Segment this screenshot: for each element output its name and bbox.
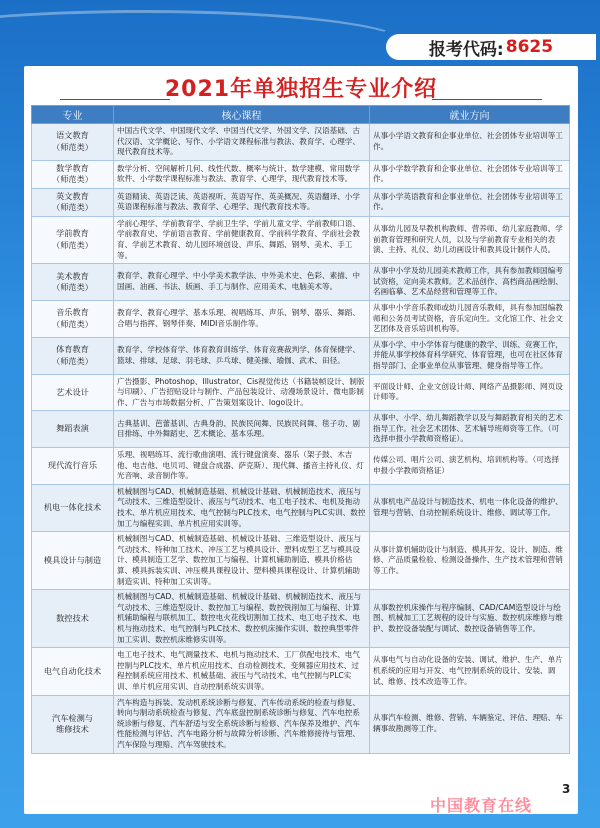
- cell-major: 音乐教育 （师范类）: [32, 300, 114, 337]
- column-header-career: 就业方向: [370, 106, 570, 124]
- table-row: [32, 448, 570, 485]
- majors-table: [31, 105, 570, 754]
- column-header-major: 专业: [32, 106, 114, 124]
- cell-courses: 教育学、教育心理学、基本乐理、视唱练耳、声乐、钢琴、器乐、舞蹈、合唱与指挥、钢琴伴奏、MIDI音乐制作等。: [114, 300, 370, 337]
- cell-major: 语文教育 （师范类）: [32, 124, 114, 161]
- cell-major: 机电一体化技术: [32, 484, 114, 531]
- cell-major: 学前教育 （师范类）: [32, 216, 114, 263]
- page-number: 3: [562, 782, 571, 796]
- cell-courses: 学前心理学、学前教育学、学前卫生学、学前儿童文学、学前教师口语、学前教育史、学前语言教育、学前健康教育、学前科学教育、学前社会教育、学前艺术教育、幼儿园环境创设、声乐、舞蹈、钢琴、美术、手工等。: [114, 216, 370, 263]
- cell-career: 从事数控机床操作与程序编制、CAD/CAM造型设计与绘图、机械加工工艺规程的设计与实施、数控机床维修与维护、数控设备装配与调试、数控设备销售等工作。: [370, 590, 570, 648]
- table-row: [32, 695, 570, 753]
- cell-major: 现代流行音乐: [32, 448, 114, 485]
- table-row: [32, 648, 570, 695]
- table-row: [32, 337, 570, 374]
- cell-career: 从事幼儿园及早教机构教师、营养师、幼儿家庭教师、学前教育管理和研究人员，以及与学前教育专业相关的表演、主持、礼仪、幼儿动画设计和教具设计制作人员。: [370, 216, 570, 263]
- cell-courses: 机械制图与CAD、机械制造基础、机械设计基础、三维造型设计、液压与气动技术、特种加工技术、冲压工艺与模具设计、塑料成型工艺与模具设计、模具制造工艺学、数控加工与编程、计算机辅助制造、模具价格估算、模具拆装实训、冲压模具课程设计、塑料模具课程设计、计算机辅助制造实训、特种加工实训等。: [114, 532, 370, 590]
- table-header-row: [32, 106, 570, 124]
- cell-career: 从事汽车检测、维修、营销、车辆鉴定、评估、理赔、车辆事故勘测等工作。: [370, 695, 570, 753]
- cell-courses: 机械制图与CAD、机械制造基础、机械设计基础、机械制造技术、液压与气动技术、三维造型设计、液压与气动技术、电工电子技术、电机及拖动技术、单片机应用技术、电气控制与PLC技术、电气控制与PLC实训、数控加工与编程实训、单片机应用实训等。: [114, 484, 370, 531]
- cell-major: 艺术设计: [32, 374, 114, 411]
- table-row: [32, 160, 570, 188]
- table-row: [32, 124, 570, 161]
- cell-major: 体育教育 （师范类）: [32, 337, 114, 374]
- cell-courses: 英语精读、英语泛读、英语视听、英语写作、英美概况、英语翻译、小学英语课程标准与教法、教育学、心理学、现代教育技术等。: [114, 188, 370, 216]
- cell-major: 电气自动化技术: [32, 648, 114, 695]
- cell-courses: 汽车构造与拆装、发动机系统诊断与修复、汽车传动系统的检查与修复、转向与制动系统检查与修复、汽车底盘控制系统诊断与修复、汽车电控系统诊断与修复、汽车舒适与安全系统诊断与检修、汽车保养及维护、汽车性能检测与评估、汽车电路分析与故障分析诊断、汽车维修接待与管理、汽车保险与理赔、汽车驾驶技术。: [114, 695, 370, 753]
- cell-courses: 教育学、学校体育学、体育教育训练学、体育竞赛裁判学、体育保健学、篮球、排球、足球、羽毛球、乒乓球、健美操、瑜伽、武术、田径。: [114, 337, 370, 374]
- watermark: [430, 793, 532, 816]
- cell-courses: 乐理、视唱练耳、流行歌曲演唱、流行键盘演奏、器乐（架子鼓、木吉他、电吉他、电贝司、键盘合成器、萨克斯）、现代舞、播音主持礼仪、灯光音响、录音制作等。: [114, 448, 370, 485]
- cell-major: 模具设计与制造: [32, 532, 114, 590]
- table-row: [32, 264, 570, 301]
- code-value: 8625: [505, 37, 554, 57]
- cell-courses: 数学分析、空间解析几何、线性代数、概率与统计、数学建模、常用数学软件、小学数学课程标准与教法、教育学、心理学、现代教育技术等。: [114, 160, 370, 188]
- cell-courses: 教育学、教育心理学、中小学美术教学法、中外美术史、色彩、素描、中国画、油画、书法、版画、手工与制作、应用美术、电脑美术等。: [114, 264, 370, 301]
- cell-career: 从事中小学及幼儿园美术教师工作，具有参加教师国编考试资格，定向美术教师。艺术品创作、高档商品画绘制、名画临摹、艺术品经营和管理等工作。: [370, 264, 570, 301]
- table-row: [32, 374, 570, 411]
- cell-major: 数控技术: [32, 590, 114, 648]
- cell-courses: 机械制图与CAD、机械制造基础、机械设计基础、机械制造技术、液压与气动技术、三维造型设计、数控加工与编程、数控铣削加工与编程、计算机辅助编程与联机加工、数控电火花线切割加工技术、电工电子技术、电机与拖动技术、电气控制与PLC技术、数控机床操作实训、数控典型零件加工实训、数控机床维修实训等。: [114, 590, 370, 648]
- table-row: [32, 532, 570, 590]
- cell-courses: 广告摄影、Photoshop、Illustrator、Cis视觉传达（书籍装帧设计、制版与印刷）、广告招贴设计与制作、产品包装设计、动漫场景设计、微电影制作、广告与市场数据分析、广告策划案设计、logo设计。: [114, 374, 370, 411]
- cell-career: 从事小学、中小学体育与健康的教学、训练、竞赛工作，并能从事学校体育科学研究、体育管理，也可在社区体育指导部门、企事业单位从事管理、健身指导等工作。: [370, 337, 570, 374]
- cell-career: 从事中小学音乐教师或幼儿园音乐教师，具有参加国编教师和公务员考试资格，音乐定向生。文化馆工作、社会文艺团体及音乐培训机构等。: [370, 300, 570, 337]
- table-row: [32, 216, 570, 263]
- cell-major: 数学教育 （师范类）: [32, 160, 114, 188]
- cell-career: 从事电气与自动化设备的安装、调试、维护、生产、单片机系统的应用与开发、电气控制系统的设计、安装、调试、维修、技术改造等工作。: [370, 648, 570, 695]
- cell-major: 舞蹈表演: [32, 411, 114, 448]
- column-header-courses: 核心课程: [114, 106, 370, 124]
- page-title: 2021年单独招生专业介绍: [164, 77, 438, 102]
- cell-career: 平面设计师、企业文创设计师、网络产品摄影师、网页设计师等。: [370, 374, 570, 411]
- cell-career: 从事小学语文教育和企事业单位、社会团体专业培训等工作。: [370, 124, 570, 161]
- cell-career: 从事小学英语教育和企事业单位、社会团体专业培训等工作。: [370, 188, 570, 216]
- watermark-text: 中国教育在线: [430, 796, 533, 815]
- cell-major: 美术教育 （师范类）: [32, 264, 114, 301]
- cell-courses: 古典基训、芭蕾基训、古典身韵、民族民间舞、民族民间舞、毯子功、剧目排练、中外舞蹈史、艺术概论、基本乐理。: [114, 411, 370, 448]
- cell-courses: 电工电子技术、电气测量技术、电机与拖动技术、工厂供配电技术、电气控制与PLC技术、单片机应用技术、自动检测技术、变频器应用技术、过程控制系统应用技术、机械基础、液压与气动技术、电气控制与PLC实训、单片机应用实训、自动控制系统实训等。: [114, 648, 370, 695]
- cell-courses: 中国古代文学、中国现代文学、中国当代文学、外国文学、汉语基础、古代汉语、文学概论、写作、小学语文课程标准与教法、教育学、心理学、现代教育技术等。: [114, 124, 370, 161]
- table-row: [32, 300, 570, 337]
- table-row: [32, 188, 570, 216]
- cell-career: 从事中、小学、幼儿舞蹈教学以及与舞蹈教育相关的艺术指导工作。社会艺术团体、艺术辅导班师资等工作。（可选择申报小学教师资格证）。: [370, 411, 570, 448]
- cell-career: 从事计算机辅助设计与制造、模具开发、设计、制造、维修、产品质量检验、检测设备操作、生产技术管理和营销等工作。: [370, 532, 570, 590]
- code-label: 报考代码:: [428, 39, 504, 60]
- table-row: [32, 590, 570, 648]
- cell-major: 汽车检测与 维修技术: [32, 695, 114, 753]
- table-row: [32, 484, 570, 531]
- cell-major: 英文教育 （师范类）: [32, 188, 114, 216]
- cell-career: 从事小学数学教育和企事业单位、社会团体专业培训等工作。: [370, 160, 570, 188]
- application-code-badge: [386, 34, 596, 60]
- cell-career: 传媒公司、唱片公司、演艺机构、培训机构等。（可选择申报小学教师资格证）: [370, 448, 570, 485]
- table-row: [32, 411, 570, 448]
- cell-career: 从事机电产品设计与制造技术、机电一体化设备的维护、管理与营销、自动控制系统设计、维修、调试等工作。: [370, 484, 570, 531]
